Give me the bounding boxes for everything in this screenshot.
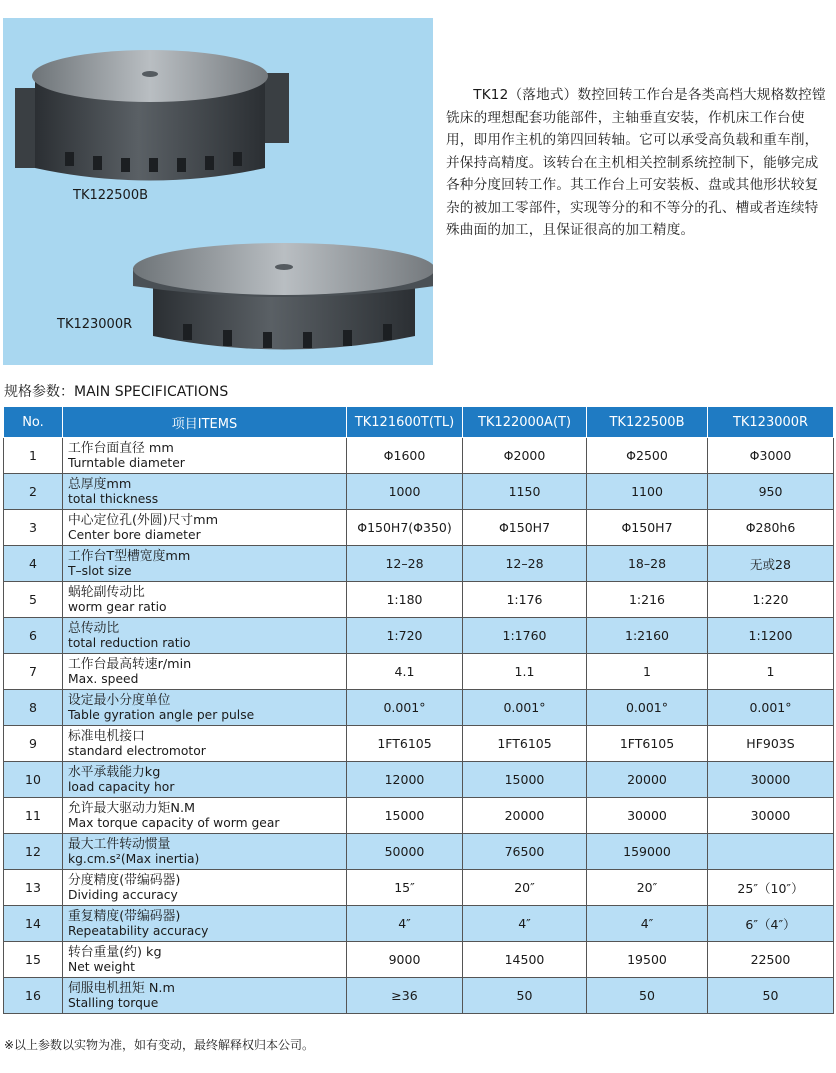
item-label-zh: 中心定位孔(外圆)尺寸mm: [68, 512, 219, 528]
spec-table-body: [4, 438, 834, 1014]
value-cell: 4″: [587, 906, 708, 942]
item-label-zh: 伺服电机扭矩 N.m: [68, 980, 175, 996]
table-row: [4, 438, 834, 474]
value-cell: 15000: [463, 762, 587, 798]
spec-table-header: [4, 407, 834, 438]
item-cell: [63, 546, 347, 582]
value-cell: 30000: [587, 798, 708, 834]
row-number: 6: [4, 618, 63, 654]
row-number: 4: [4, 546, 63, 582]
header-row: [4, 407, 834, 438]
value-cell: 12–28: [463, 546, 587, 582]
value-cell: 20″: [587, 870, 708, 906]
table-row: [4, 978, 834, 1014]
value-cell: 18–28: [587, 546, 708, 582]
item-label-zh: 工作台最高转速r/min: [68, 656, 192, 672]
value-cell: 1100: [587, 474, 708, 510]
item-label-zh: 总传动比: [68, 620, 120, 636]
item-cell: [63, 690, 347, 726]
item-cell: [63, 474, 347, 510]
item-label-zh: 蜗轮副传动比: [68, 584, 145, 600]
table-row: [4, 726, 834, 762]
item-cell: [63, 654, 347, 690]
value-cell: 20000: [463, 798, 587, 834]
row-number: 15: [4, 942, 63, 978]
column-header: TK123000R: [708, 407, 834, 438]
value-cell: 1FT6105: [463, 726, 587, 762]
value-cell: Φ2500: [587, 438, 708, 474]
row-number: 13: [4, 870, 63, 906]
column-header: No.: [4, 407, 63, 438]
value-cell: 50: [463, 978, 587, 1014]
table-row: [4, 474, 834, 510]
row-number: 7: [4, 654, 63, 690]
item-cell: [63, 438, 347, 474]
value-cell: 4″: [463, 906, 587, 942]
value-cell: 1: [708, 654, 834, 690]
row-number: 12: [4, 834, 63, 870]
table-row: [4, 618, 834, 654]
table-row: [4, 870, 834, 906]
table-row: [4, 510, 834, 546]
column-header: TK121600T(TL): [347, 407, 463, 438]
item-label-zh: 标准电机接口: [68, 728, 145, 744]
table-row: [4, 906, 834, 942]
value-cell: 1:1200: [708, 618, 834, 654]
intro-paragraph: TK12（落地式）数控回转工作台是各类高档大规格数控镗铣床的理想配套功能部件，主轴垂直安装，作机床工作台使用，即用作主机的第四回转轴。它可以承受高负载和重车削，并保持高精度。该转台在主机相关控制系统控制下，能够完成各种分度回转工作。其工作台上可安装板、盘或其他形状较复杂的被加工零部件，实现等分的和不等分的孔、槽或者连续特殊曲面的加工，且保证很高的加工精度。: [446, 87, 826, 238]
item-cell: [63, 798, 347, 834]
specs-title: 规格参数：MAIN SPECIFICATIONS: [4, 384, 229, 400]
item-label-en: Max torque capacity of worm gear: [68, 815, 280, 830]
item-cell: [63, 906, 347, 942]
value-cell: 0.001°: [347, 690, 463, 726]
value-cell: Φ3000: [708, 438, 834, 474]
table-row: [4, 582, 834, 618]
value-cell: 1000: [347, 474, 463, 510]
value-cell: 0.001°: [587, 690, 708, 726]
table-row: [4, 546, 834, 582]
value-cell: 9000: [347, 942, 463, 978]
value-cell: 950: [708, 474, 834, 510]
item-label-en: Turntable diameter: [68, 455, 185, 470]
item-cell: [63, 834, 347, 870]
row-number: 10: [4, 762, 63, 798]
value-cell: 30000: [708, 762, 834, 798]
item-label-en: Dividing accuracy: [68, 887, 178, 902]
value-cell: 4″: [347, 906, 463, 942]
table-row: [4, 834, 834, 870]
value-cell: 1:1760: [463, 618, 587, 654]
item-label-zh: 工作台T型槽宽度mm: [68, 548, 191, 564]
value-cell: HF903S: [708, 726, 834, 762]
item-cell: [63, 942, 347, 978]
column-header: TK122500B: [587, 407, 708, 438]
table-row: [4, 654, 834, 690]
value-cell: 15″: [347, 870, 463, 906]
value-cell: 0.001°: [708, 690, 834, 726]
table-row: [4, 762, 834, 798]
value-cell: 19500: [587, 942, 708, 978]
value-cell: 50000: [347, 834, 463, 870]
item-cell: [63, 870, 347, 906]
column-header: TK122000A(T): [463, 407, 587, 438]
product-photo: [3, 18, 433, 365]
item-label-en: Center bore diameter: [68, 527, 201, 542]
item-label-zh: 水平承载能力kg: [68, 764, 161, 780]
footnote: ※以上参数以实物为准，如有变动，最终解释权归本公司。: [4, 1038, 315, 1052]
row-number: 5: [4, 582, 63, 618]
value-cell: 30000: [708, 798, 834, 834]
caption-tk122500b: TK122500B: [73, 188, 149, 203]
value-cell: 1.1: [463, 654, 587, 690]
row-number: 11: [4, 798, 63, 834]
item-label-en: load capacity hor: [68, 779, 175, 794]
value-cell: 25″（10″）: [708, 870, 834, 906]
item-cell: [63, 618, 347, 654]
value-cell: [708, 834, 834, 870]
value-cell: 1:216: [587, 582, 708, 618]
value-cell: 1150: [463, 474, 587, 510]
item-label-en: Max. speed: [68, 671, 139, 686]
row-number: 14: [4, 906, 63, 942]
table-row: [4, 942, 834, 978]
machine-tk123000r: [133, 243, 433, 350]
item-label-en: Net weight: [68, 959, 135, 974]
value-cell: 159000: [587, 834, 708, 870]
item-cell: [63, 582, 347, 618]
item-cell: [63, 510, 347, 546]
value-cell: 1:176: [463, 582, 587, 618]
value-cell: 20000: [587, 762, 708, 798]
rotary-table-illustration: [3, 18, 433, 365]
item-label-zh: 重复精度(带编码器): [68, 908, 181, 924]
item-label-en: Table gyration angle per pulse: [68, 707, 255, 722]
row-number: 1: [4, 438, 63, 474]
value-cell: 1: [587, 654, 708, 690]
item-label-en: standard electromotor: [68, 743, 206, 758]
value-cell: Φ150H7(Φ350): [347, 510, 463, 546]
item-label-zh: 最大工件转动惯量: [68, 836, 171, 852]
value-cell: Φ1600: [347, 438, 463, 474]
value-cell: 76500: [463, 834, 587, 870]
item-cell: [63, 762, 347, 798]
value-cell: 4.1: [347, 654, 463, 690]
value-cell: Φ2000: [463, 438, 587, 474]
item-label-en: total reduction ratio: [68, 635, 191, 650]
item-label-en: kg.cm.s²(Max inertia): [68, 851, 200, 866]
table-row: [4, 798, 834, 834]
value-cell: 50: [587, 978, 708, 1014]
value-cell: 50: [708, 978, 834, 1014]
row-number: 8: [4, 690, 63, 726]
item-cell: [63, 978, 347, 1014]
item-label-zh: 总厚度mm: [68, 476, 132, 492]
value-cell: 6″（4″）: [708, 906, 834, 942]
item-label-en: worm gear ratio: [68, 599, 167, 614]
value-cell: 1FT6105: [347, 726, 463, 762]
value-cell: ≥36: [347, 978, 463, 1014]
row-number: 9: [4, 726, 63, 762]
item-label-en: Stalling torque: [68, 995, 159, 1010]
row-number: 3: [4, 510, 63, 546]
caption-tk123000r: TK123000R: [57, 317, 133, 332]
table-row: [4, 690, 834, 726]
item-label-zh: 允许最大驱动力矩N.M: [68, 800, 196, 816]
item-label-en: Repeatability accuracy: [68, 923, 209, 938]
value-cell: Φ280h6: [708, 510, 834, 546]
value-cell: 12–28: [347, 546, 463, 582]
item-label-zh: 工作台面直径 mm: [68, 440, 174, 456]
item-label-zh: 设定最小分度单位: [68, 692, 171, 708]
value-cell: 22500: [708, 942, 834, 978]
value-cell: 1:180: [347, 582, 463, 618]
column-header: 项目ITEMS: [63, 407, 347, 438]
value-cell: 1FT6105: [587, 726, 708, 762]
value-cell: Φ150H7: [587, 510, 708, 546]
value-cell: Φ150H7: [463, 510, 587, 546]
value-cell: 1:2160: [587, 618, 708, 654]
item-cell: [63, 726, 347, 762]
value-cell: 1:220: [708, 582, 834, 618]
value-cell: 无或28: [708, 546, 834, 582]
value-cell: 1:720: [347, 618, 463, 654]
spec-table: [3, 406, 834, 1014]
item-label-zh: 转台重量(约) kg: [68, 944, 162, 960]
row-number: 2: [4, 474, 63, 510]
machine-tk122500b: [15, 50, 289, 181]
value-cell: 12000: [347, 762, 463, 798]
value-cell: 14500: [463, 942, 587, 978]
value-cell: 15000: [347, 798, 463, 834]
row-number: 16: [4, 978, 63, 1014]
item-label-zh: 分度精度(带编码器): [68, 872, 181, 888]
item-label-en: total thickness: [68, 491, 159, 506]
item-label-en: T–slot size: [68, 563, 132, 578]
value-cell: 0.001°: [463, 690, 587, 726]
value-cell: 20″: [463, 870, 587, 906]
